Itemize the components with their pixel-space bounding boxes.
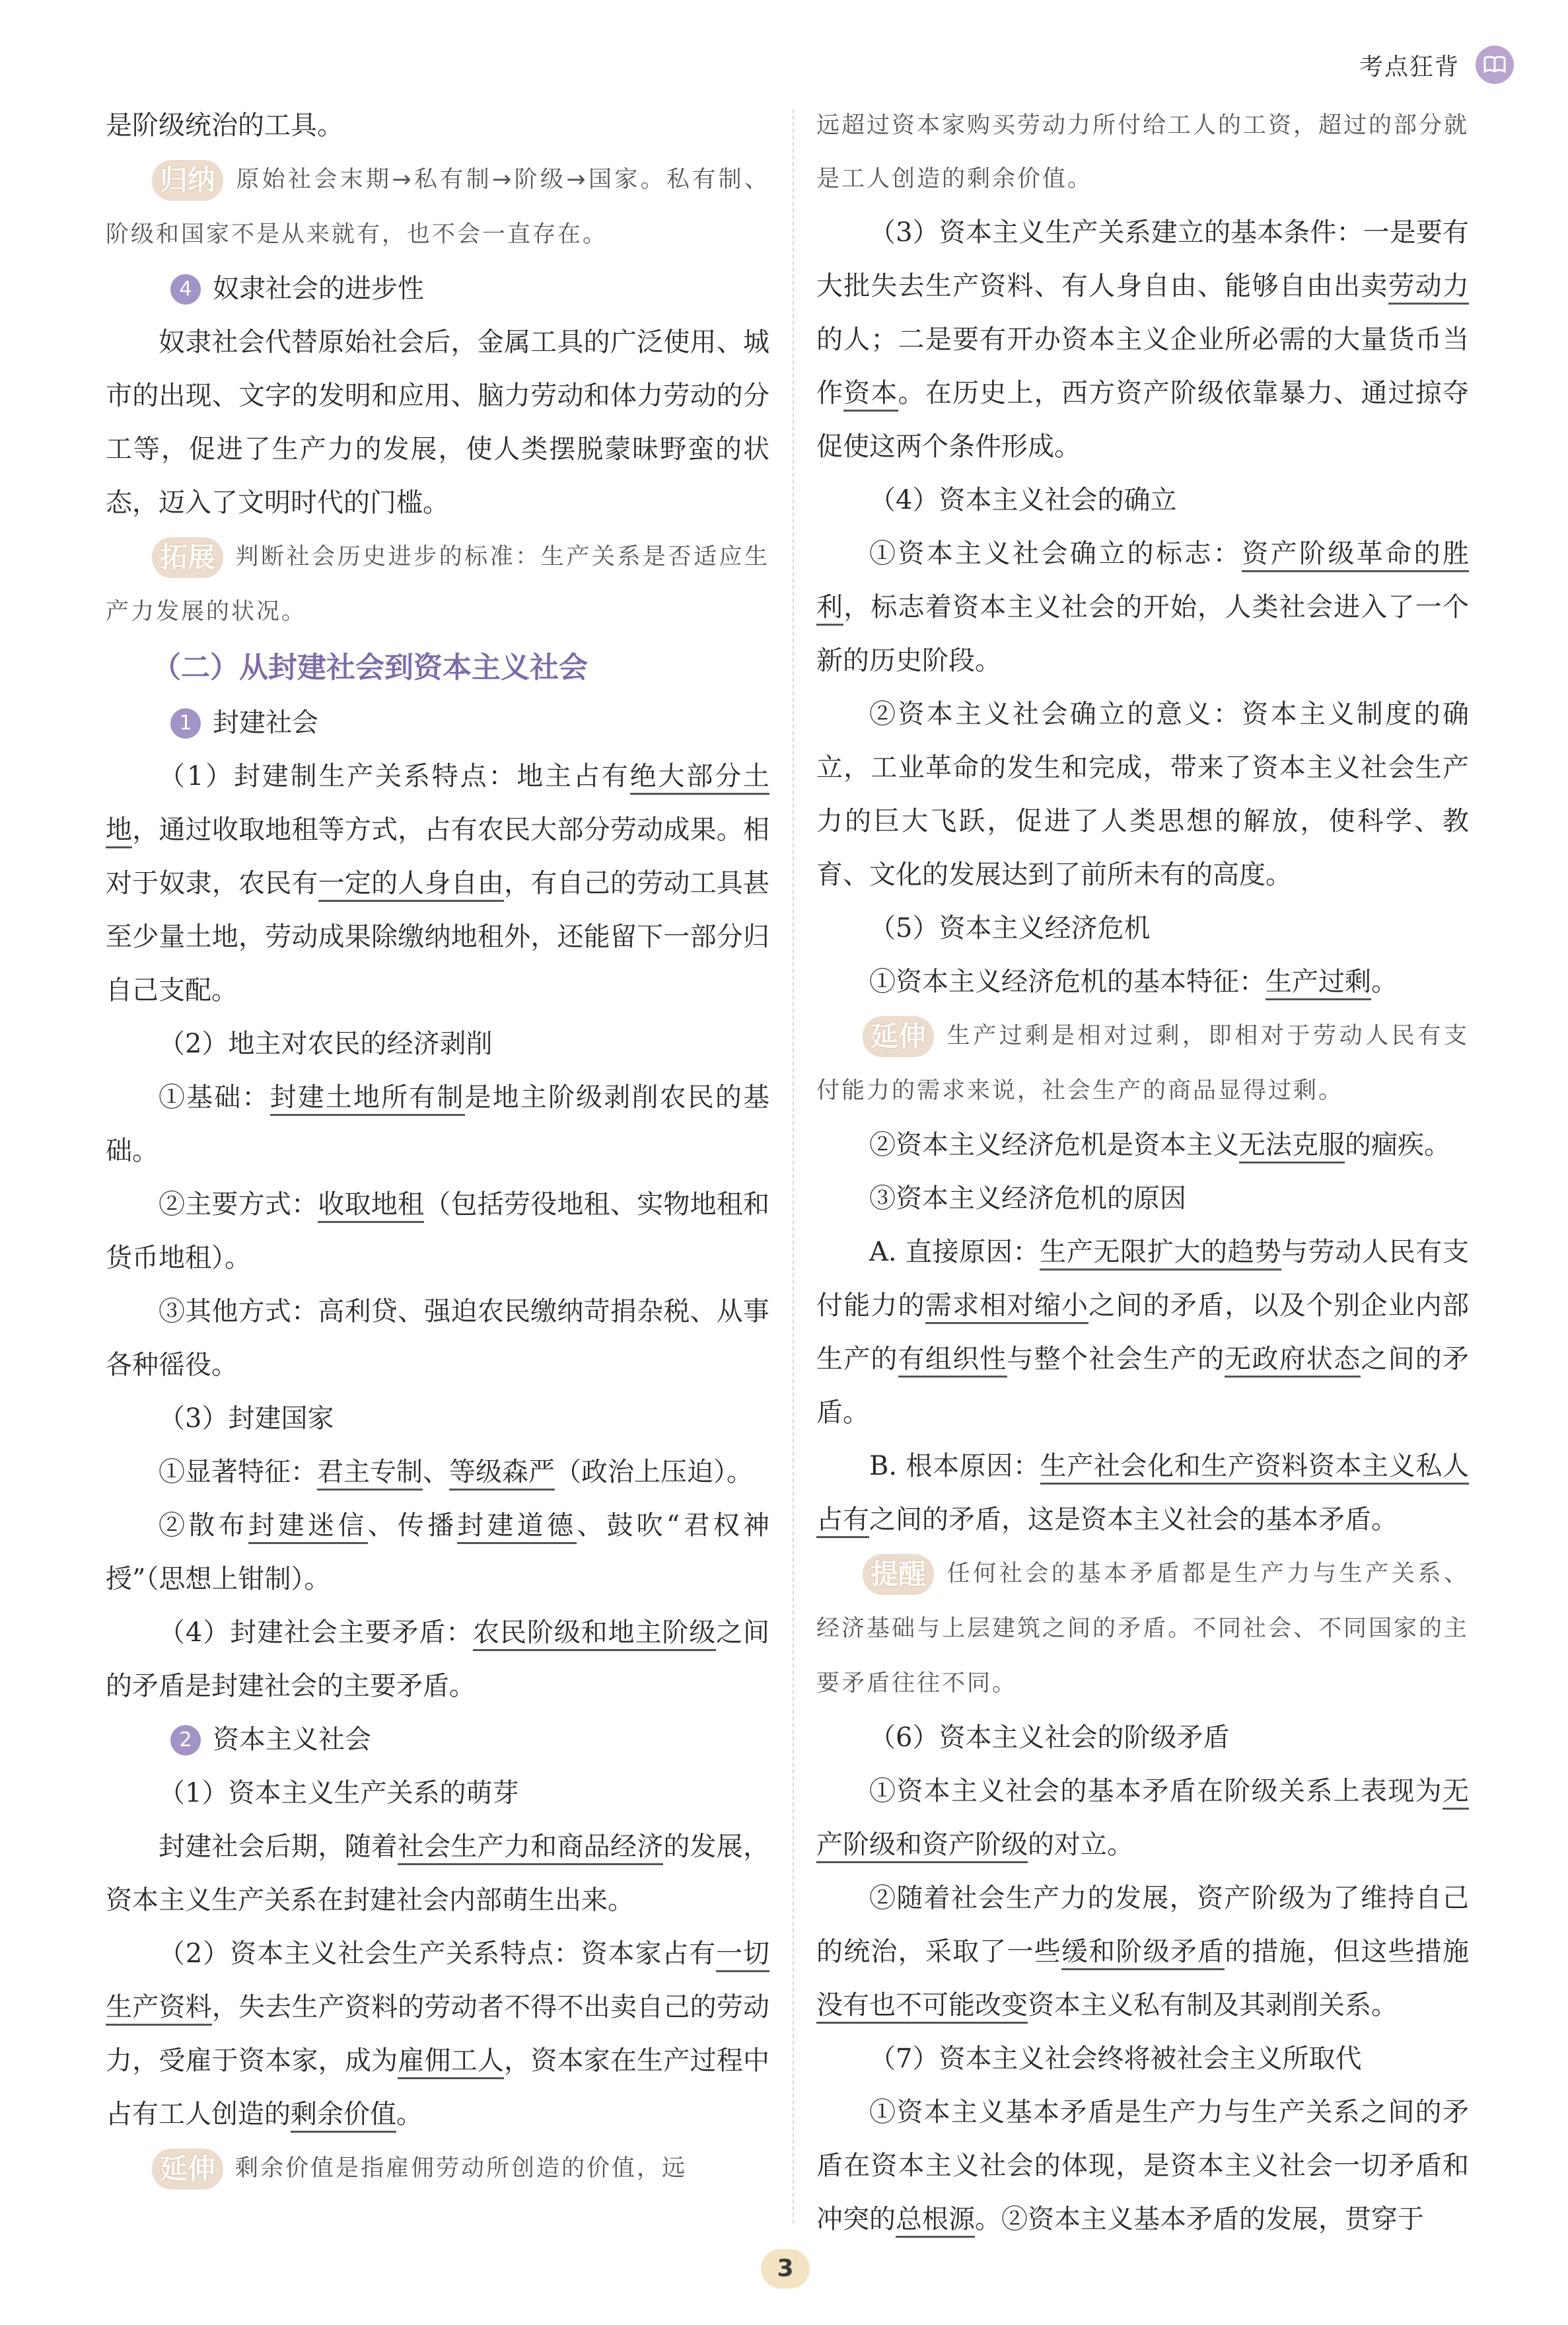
number-badge: 4 (170, 274, 201, 305)
paragraph (816, 206, 1469, 474)
text-run: 的人；二是要有开办资本主义企业所必需的大量货币当作 (816, 324, 1469, 408)
text-run: 的发展，资本主义生产关系在封建社会内部萌生出来。 (106, 1831, 770, 1915)
underlined-keyword: 无政府状态 (1225, 1344, 1361, 1378)
text-run: 任何社会的基本矛盾都是生产力与生产关系、经济基础与上层建筑之间的矛盾。不同社会、不同国家的主要矛盾往往不同。 (816, 1561, 1470, 1697)
text-run: ①基础： (159, 1082, 270, 1113)
text-run: ②随着社会生产力的发展，资产阶级为了维持自己的统治，采取了一些 (816, 1883, 1469, 1967)
underlined-keyword: 资本 (843, 378, 898, 412)
paragraph (816, 1172, 1469, 1226)
underlined-keyword: 有组织性 (898, 1344, 1007, 1378)
left-column (106, 99, 769, 2196)
page-number: 3 (761, 2249, 810, 2289)
paragraph (106, 1285, 769, 1392)
text-run: 是阶级统治的工具。 (106, 110, 343, 141)
text-run: ，通过收取地租等方式，占有农民大部分劳动成果。相对于奴隶，农民有 (106, 815, 770, 899)
paragraph (106, 1767, 769, 1820)
text-run: （1）资本主义生产关系的萌芽 (159, 1778, 519, 1808)
subsection-heading (170, 1713, 769, 1767)
text-run: （6）资本主义社会的阶级矛盾 (869, 1722, 1230, 1753)
text-run: 。②资本主义基本矛盾的发展，贯穿于 (975, 2204, 1424, 2234)
underlined-keyword: 收取地租 (318, 1189, 424, 1223)
paragraph (816, 527, 1469, 688)
paragraph (106, 1392, 769, 1446)
underlined-keyword: 等级森严 (449, 1457, 555, 1491)
paragraph (816, 902, 1469, 955)
note-tag: 归纳 (152, 160, 223, 201)
text-run: （7）资本主义社会终将被社会主义所取代 (869, 2044, 1362, 2074)
underlined-keyword: 无产阶级和资产阶级 (816, 1776, 1469, 1863)
text-run: 远超过资本家购买劳动力所付给工人的工资，超过的部分就是工人创造的剩余价值。 (816, 112, 1470, 192)
text-run: 与整个社会生产的 (1007, 1344, 1225, 1374)
paragraph (816, 1119, 1469, 1172)
paragraph (816, 1872, 1469, 2032)
underlined-keyword: 君主专制 (317, 1457, 423, 1491)
text-run: 资本主义社会 (213, 1724, 371, 1755)
text-run: 奴隶社会的进步性 (213, 274, 424, 304)
underlined-keyword: 没有也不可能改变 (816, 1990, 1028, 2024)
paragraph (816, 474, 1469, 527)
text-run: ①资本主义基本矛盾是生产力与生产关系之间的矛盾在资本主义社会的体现，是资本主义社会一切矛盾和冲突的 (816, 2097, 1469, 2234)
note-summary (106, 153, 769, 262)
text-run: （2）资本主义社会生产关系特点：资本家占有 (159, 1938, 717, 1969)
text-run: ②资本主义经济危机是资本主义 (869, 1130, 1239, 1160)
text-run: ③其他方式：高利贷、强迫农民缴纳苛捐杂税、从事各种徭役。 (106, 1296, 769, 1380)
note-tag: 提醒 (863, 1554, 934, 1595)
note-tag: 延伸 (863, 1016, 934, 1057)
paragraph (106, 316, 769, 530)
underlined-keyword: 封建土地所有制 (270, 1082, 465, 1116)
paragraph (816, 1765, 1469, 1872)
underlined-keyword: 一定的人身自由 (318, 868, 504, 902)
text-run: 之间的矛盾是封建社会的主要矛盾。 (106, 1617, 770, 1701)
text-run: 是地主阶级剥削农民的基础。 (106, 1082, 770, 1166)
paragraph (106, 1017, 769, 1071)
note-extension (106, 530, 769, 640)
column-divider (793, 109, 794, 2223)
text-run: 的痼疾。 (1345, 1130, 1450, 1160)
number-badge: 1 (170, 708, 201, 739)
text-run: ②散布 (159, 1510, 248, 1541)
text-run: 之间的矛盾。 (816, 1344, 1470, 1428)
underlined-keyword: 社会生产力和商品经济 (398, 1831, 663, 1865)
paragraph (106, 750, 769, 1017)
text-run: 。 (396, 2099, 423, 2129)
underlined-keyword: 需求相对缩小 (925, 1290, 1088, 1324)
note-tag: 延伸 (152, 2149, 223, 2190)
text-run: （1）封建制生产关系特点：地主占有 (159, 761, 630, 792)
underlined-keyword: 一切生产资料 (106, 1938, 769, 2026)
text-run: （2）地主对农民的经济剥削 (159, 1029, 493, 1059)
text-run: ，资本家在生产过程中占有工人创造的 (106, 2046, 770, 2129)
text-run: 。 (1371, 967, 1398, 997)
underlined-keyword: 资产阶级革命的胜利 (816, 538, 1469, 626)
paragraph (816, 1440, 1469, 1547)
text-run: （5）资本主义经济危机 (869, 913, 1151, 943)
text-run: 、 (423, 1457, 449, 1487)
text-run: 与劳动人民有支付能力的 (816, 1237, 1469, 1321)
underlined-keyword: 封建迷信 (248, 1510, 368, 1544)
paragraph (816, 1226, 1469, 1440)
underlined-keyword: 劳动力 (1388, 271, 1469, 305)
header-title: 考点狂背 (1359, 53, 1460, 81)
underlined-keyword: 生产社会化和生产资料资本主义私人占有 (816, 1451, 1469, 1538)
underlined-keyword: 剩余价值 (291, 2099, 396, 2133)
note-extension (816, 1009, 1469, 1119)
text-run: 封建社会后期，随着 (159, 1831, 398, 1862)
text-run: 生产过剩是相对过剩，即相对于劳动人民有支付能力的需求来说，社会生产的商品显得过剩。 (816, 1023, 1469, 1104)
text-run: 判断社会历史进步的标准：生产关系是否适应生产力发展的状况。 (106, 544, 769, 625)
text-run: ②主要方式： (159, 1189, 318, 1220)
text-run: 之间的矛盾，这是资本主义社会的基本矛盾。 (869, 1504, 1398, 1535)
paragraph (106, 1927, 769, 2141)
underlined-keyword: 缓和阶级矛盾 (1061, 1937, 1225, 1970)
paragraph (106, 1499, 769, 1606)
text-run: （3）资本主义生产关系建立的基本条件：一是要有大批失去生产资料、有人身自由、能够自由出卖 (816, 217, 1469, 301)
text-run: ①资本主义社会确立的标志： (869, 538, 1242, 569)
text-run: 原始社会末期→私有制→阶级→国家。私有制、阶级和国家不是从来就有，也不会一直存在。 (106, 166, 769, 248)
subsection-heading (170, 262, 769, 316)
paragraph (816, 2086, 1469, 2246)
note-extension (106, 2141, 769, 2196)
underlined-keyword: 总根源 (896, 2204, 975, 2238)
paragraph (816, 1711, 1469, 1765)
underlined-keyword: 雇佣工人 (398, 2046, 504, 2079)
text-run: ，有自己的劳动工具甚至少量土地，劳动成果除缴纳地租外，还能留下一部分归自己支配。 (106, 868, 770, 1006)
text-run: ③资本主义经济危机的原因 (869, 1183, 1186, 1214)
paragraph (816, 2032, 1469, 2086)
page-header (1359, 44, 1514, 86)
paragraph (106, 1178, 769, 1285)
text-run: ②资本主义社会确立的意义：资本主义制度的确立，工业革命的发生和完成，带来了资本主义社会生产力的巨大飞跃，促进了人类思想的解放，使科学、教育、文化的发展达到了前所未有的高度。 (816, 699, 1469, 890)
note-reminder (816, 1547, 1469, 1711)
text-run: ，标志着资本主义社会的开始，人类社会进入了一个新的历史阶段。 (816, 592, 1470, 676)
text-run: A. 直接原因： (869, 1237, 1040, 1267)
underlined-keyword: 绝大部分土地 (106, 761, 769, 848)
paragraph (106, 1606, 769, 1713)
underlined-keyword: 生产无限扩大的趋势 (1040, 1237, 1281, 1271)
text-run: 、传播 (367, 1510, 458, 1541)
note-continuation (816, 99, 1469, 206)
text-run: ①显著特征： (159, 1457, 317, 1487)
text-run: B. 根本原因： (869, 1451, 1040, 1481)
text-run: （4）资本主义社会的确立 (869, 485, 1177, 515)
text-run: 资本主义私有制及其剥削关系。 (1028, 1990, 1398, 2020)
subsection-heading (170, 696, 769, 750)
text-run: （政治上压迫）。 (555, 1457, 753, 1487)
underlined-keyword: 封建道德 (457, 1510, 577, 1544)
book-icon (1476, 46, 1514, 84)
number-badge: 2 (170, 1725, 201, 1755)
text-run: 之间的矛盾，以及个别企业内部生产的 (816, 1290, 1470, 1374)
paragraph (106, 1446, 769, 1499)
section-heading: （二）从封建社会到资本主义社会 (152, 651, 588, 684)
text-run: ①资本主义社会的基本矛盾在阶级关系上表现为 (869, 1776, 1443, 1806)
paragraph (816, 955, 1469, 1009)
paragraph (106, 1820, 769, 1927)
underlined-keyword: 生产过剩 (1265, 967, 1371, 1000)
underlined-keyword: 农民阶级和地主阶级 (473, 1617, 716, 1651)
text-run: （3）封建国家 (159, 1403, 334, 1434)
text-run: 的对立。 (1028, 1829, 1133, 1860)
text-run: ，失去生产资料的劳动者不得不出卖自己的劳动力，受雇于资本家，成为 (106, 1992, 770, 2076)
paragraph (106, 1071, 769, 1178)
text-run: 封建社会 (213, 708, 318, 738)
paragraph (816, 688, 1469, 902)
text-run: 的措施，但这些措施 (1225, 1937, 1470, 1967)
paragraph (106, 99, 769, 153)
text-run: 、鼓吹“君权神授”（思想上钳制）。 (106, 1510, 770, 1594)
text-run: （4）封建社会主要矛盾： (159, 1617, 474, 1648)
right-column (816, 99, 1469, 2246)
text-run: 奴隶社会代替原始社会后，金属工具的广泛使用、城市的出现、文字的发明和应用、脑力劳动和体力劳动的分工等，促进了生产力的发展，使人类摆脱蒙昧野蛮的状态，迈入了文明时代的门槛。 (106, 327, 769, 518)
text-run: 。在历史上，西方资产阶级依靠暴力、通过掠夺促使这两个条件形成。 (816, 378, 1470, 462)
text-run: 剩余价值是指雇佣劳动所创造的价值，远 (235, 2155, 688, 2182)
text-run: （包括劳役地租、实物地租和货币地租）。 (106, 1189, 770, 1273)
note-tag: 拓展 (152, 537, 223, 578)
text-run: ①资本主义经济危机的基本特征： (869, 967, 1265, 997)
underlined-keyword: 无法克服 (1239, 1130, 1345, 1163)
